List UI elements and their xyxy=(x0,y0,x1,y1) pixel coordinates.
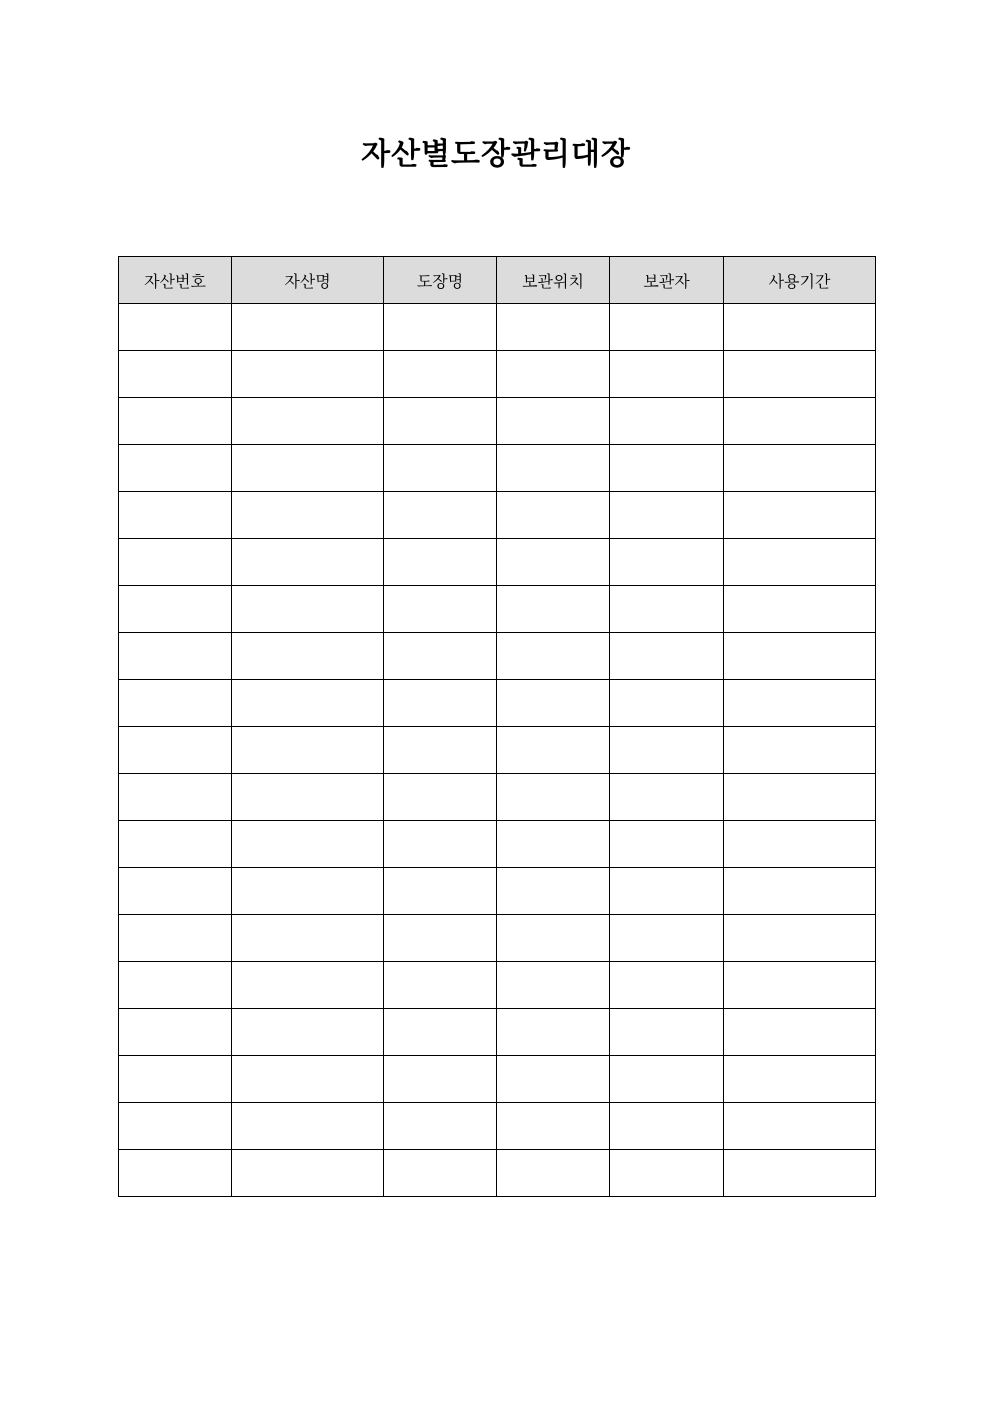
cell-asset-name[interactable] xyxy=(232,1150,384,1197)
cell-seal-name[interactable] xyxy=(384,727,497,774)
cell-asset-name[interactable] xyxy=(232,915,384,962)
cell-usage-period[interactable] xyxy=(724,398,876,445)
cell-asset-name[interactable] xyxy=(232,304,384,351)
cell-usage-period[interactable] xyxy=(724,962,876,1009)
cell-usage-period[interactable] xyxy=(724,821,876,868)
cell-storage-location[interactable] xyxy=(497,633,610,680)
cell-asset-number[interactable] xyxy=(119,1150,232,1197)
cell-usage-period[interactable] xyxy=(724,586,876,633)
table-row xyxy=(119,351,876,398)
cell-storage-location[interactable] xyxy=(497,539,610,586)
cell-asset-name[interactable] xyxy=(232,445,384,492)
cell-seal-name[interactable] xyxy=(384,1103,497,1150)
cell-storage-location[interactable] xyxy=(497,1009,610,1056)
cell-asset-name[interactable] xyxy=(232,1009,384,1056)
cell-asset-number[interactable] xyxy=(119,868,232,915)
cell-custodian[interactable] xyxy=(610,492,724,539)
table-row xyxy=(119,1150,876,1197)
cell-custodian[interactable] xyxy=(610,633,724,680)
cell-asset-name[interactable] xyxy=(232,586,384,633)
cell-asset-number[interactable] xyxy=(119,633,232,680)
cell-seal-name[interactable] xyxy=(384,492,497,539)
cell-asset-name[interactable] xyxy=(232,868,384,915)
cell-custodian[interactable] xyxy=(610,868,724,915)
cell-storage-location[interactable] xyxy=(497,727,610,774)
table-row xyxy=(119,445,876,492)
cell-usage-period[interactable] xyxy=(724,1103,876,1150)
cell-custodian[interactable] xyxy=(610,586,724,633)
cell-custodian[interactable] xyxy=(610,539,724,586)
cell-storage-location[interactable] xyxy=(497,868,610,915)
cell-seal-name[interactable] xyxy=(384,821,497,868)
cell-custodian[interactable] xyxy=(610,962,724,1009)
table-row xyxy=(119,774,876,821)
cell-custodian[interactable] xyxy=(610,304,724,351)
cell-storage-location[interactable] xyxy=(497,586,610,633)
table-row xyxy=(119,680,876,727)
cell-asset-name[interactable] xyxy=(232,727,384,774)
cell-custodian[interactable] xyxy=(610,774,724,821)
cell-asset-number[interactable] xyxy=(119,962,232,1009)
cell-usage-period[interactable] xyxy=(724,868,876,915)
cell-seal-name[interactable] xyxy=(384,1056,497,1103)
cell-asset-number[interactable] xyxy=(119,445,232,492)
table-row xyxy=(119,398,876,445)
column-header-storage-location: 보관위치 xyxy=(497,257,610,304)
cell-usage-period[interactable] xyxy=(724,680,876,727)
cell-asset-name[interactable] xyxy=(232,539,384,586)
cell-usage-period[interactable] xyxy=(724,445,876,492)
table-row xyxy=(119,962,876,1009)
table-row xyxy=(119,868,876,915)
cell-asset-number[interactable] xyxy=(119,351,232,398)
table-row xyxy=(119,539,876,586)
column-header-usage-period: 사용기간 xyxy=(724,257,876,304)
cell-asset-name[interactable] xyxy=(232,1056,384,1103)
cell-usage-period[interactable] xyxy=(724,492,876,539)
cell-asset-number[interactable] xyxy=(119,915,232,962)
cell-storage-location[interactable] xyxy=(497,304,610,351)
cell-seal-name[interactable] xyxy=(384,351,497,398)
cell-asset-number[interactable] xyxy=(119,774,232,821)
cell-usage-period[interactable] xyxy=(724,539,876,586)
cell-custodian[interactable] xyxy=(610,1150,724,1197)
cell-seal-name[interactable] xyxy=(384,304,497,351)
cell-usage-period[interactable] xyxy=(724,1150,876,1197)
cell-asset-name[interactable] xyxy=(232,351,384,398)
cell-asset-number[interactable] xyxy=(119,727,232,774)
cell-storage-location[interactable] xyxy=(497,398,610,445)
cell-asset-number[interactable] xyxy=(119,398,232,445)
cell-usage-period[interactable] xyxy=(724,304,876,351)
cell-storage-location[interactable] xyxy=(497,680,610,727)
cell-storage-location[interactable] xyxy=(497,821,610,868)
column-header-seal-name: 도장명 xyxy=(384,257,497,304)
cell-asset-number[interactable] xyxy=(119,304,232,351)
table-row xyxy=(119,492,876,539)
cell-custodian[interactable] xyxy=(610,727,724,774)
table-row xyxy=(119,727,876,774)
cell-storage-location[interactable] xyxy=(497,351,610,398)
cell-seal-name[interactable] xyxy=(384,445,497,492)
cell-asset-name[interactable] xyxy=(232,774,384,821)
cell-custodian[interactable] xyxy=(610,398,724,445)
cell-seal-name[interactable] xyxy=(384,539,497,586)
cell-storage-location[interactable] xyxy=(497,774,610,821)
cell-custodian[interactable] xyxy=(610,915,724,962)
cell-custodian[interactable] xyxy=(610,1056,724,1103)
cell-asset-number[interactable] xyxy=(119,586,232,633)
column-header-custodian: 보관자 xyxy=(610,257,724,304)
cell-asset-number[interactable] xyxy=(119,1103,232,1150)
cell-storage-location[interactable] xyxy=(497,1150,610,1197)
cell-seal-name[interactable] xyxy=(384,680,497,727)
cell-storage-location[interactable] xyxy=(497,1056,610,1103)
cell-asset-number[interactable] xyxy=(119,680,232,727)
cell-custodian[interactable] xyxy=(610,821,724,868)
cell-custodian[interactable] xyxy=(610,351,724,398)
cell-asset-name[interactable] xyxy=(232,821,384,868)
cell-usage-period[interactable] xyxy=(724,633,876,680)
cell-usage-period[interactable] xyxy=(724,727,876,774)
cell-asset-number[interactable] xyxy=(119,1056,232,1103)
column-header-asset-number: 자산번호 xyxy=(119,257,232,304)
table-row xyxy=(119,1103,876,1150)
cell-asset-name[interactable] xyxy=(232,680,384,727)
cell-seal-name[interactable] xyxy=(384,962,497,1009)
table-body xyxy=(119,304,876,1197)
table-row xyxy=(119,633,876,680)
table-row xyxy=(119,821,876,868)
document-title: 자산별도장관리대장 xyxy=(361,137,631,172)
cell-storage-location[interactable] xyxy=(497,962,610,1009)
cell-storage-location[interactable] xyxy=(497,915,610,962)
cell-usage-period[interactable] xyxy=(724,774,876,821)
cell-seal-name[interactable] xyxy=(384,1009,497,1056)
table-row xyxy=(119,915,876,962)
cell-asset-number[interactable] xyxy=(119,492,232,539)
table-row xyxy=(119,1056,876,1103)
cell-asset-name[interactable] xyxy=(232,398,384,445)
cell-storage-location[interactable] xyxy=(497,1103,610,1150)
cell-seal-name[interactable] xyxy=(384,774,497,821)
cell-seal-name[interactable] xyxy=(384,915,497,962)
cell-asset-name[interactable] xyxy=(232,492,384,539)
cell-asset-name[interactable] xyxy=(232,962,384,1009)
cell-seal-name[interactable] xyxy=(384,1150,497,1197)
cell-seal-name[interactable] xyxy=(384,868,497,915)
cell-custodian[interactable] xyxy=(610,680,724,727)
cell-storage-location[interactable] xyxy=(497,492,610,539)
cell-asset-number[interactable] xyxy=(119,1009,232,1056)
table-header-row xyxy=(119,257,876,304)
cell-custodian[interactable] xyxy=(610,445,724,492)
column-header-asset-name: 자산명 xyxy=(232,257,384,304)
cell-usage-period[interactable] xyxy=(724,1056,876,1103)
cell-custodian[interactable] xyxy=(610,1103,724,1150)
asset-seal-ledger-table xyxy=(118,256,876,1197)
cell-asset-name[interactable] xyxy=(232,1103,384,1150)
cell-seal-name[interactable] xyxy=(384,398,497,445)
cell-storage-location[interactable] xyxy=(497,445,610,492)
table-row xyxy=(119,586,876,633)
cell-usage-period[interactable] xyxy=(724,1009,876,1056)
cell-usage-period[interactable] xyxy=(724,351,876,398)
table-row xyxy=(119,1009,876,1056)
cell-custodian[interactable] xyxy=(610,1009,724,1056)
cell-usage-period[interactable] xyxy=(724,915,876,962)
cell-asset-number[interactable] xyxy=(119,539,232,586)
cell-seal-name[interactable] xyxy=(384,633,497,680)
cell-asset-number[interactable] xyxy=(119,821,232,868)
cell-asset-name[interactable] xyxy=(232,633,384,680)
cell-seal-name[interactable] xyxy=(384,586,497,633)
table-row xyxy=(119,304,876,351)
